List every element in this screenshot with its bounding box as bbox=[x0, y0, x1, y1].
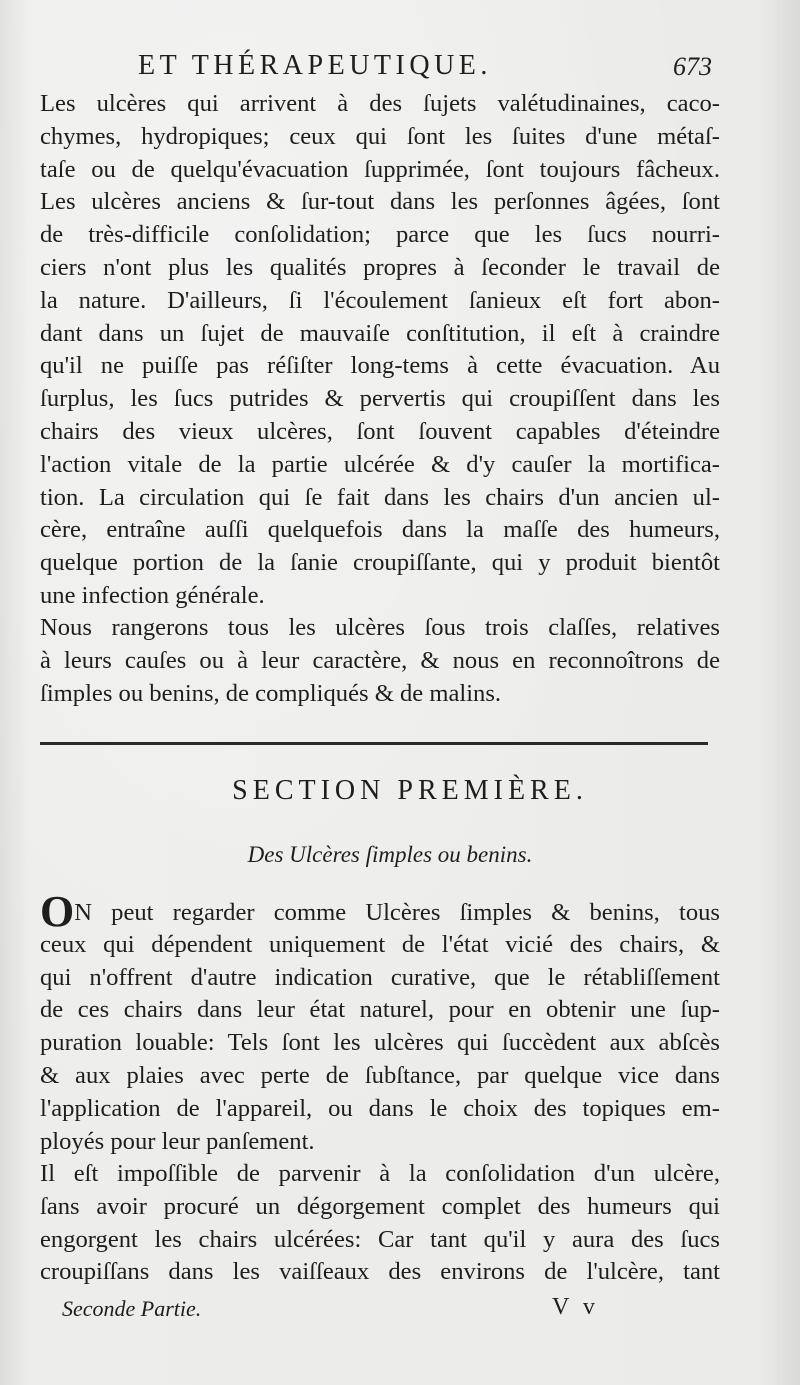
text-line: Les ulcères qui arrivent à des ſujets valétudinaines, caco- bbox=[40, 90, 720, 117]
text-line: & aux plaies avec perte de ſubſtance, par quelque vice dans bbox=[40, 1061, 720, 1089]
text-line: qui n'offrent d'autre indication curative, que le rétabliſſement bbox=[40, 963, 720, 991]
paragraph-classification bbox=[40, 612, 720, 710]
text-line: une infection générale. bbox=[40, 581, 265, 609]
text-line: de ces chairs dans leur état naturel, pour en obtenir une ſup- bbox=[40, 996, 720, 1024]
running-head bbox=[130, 50, 740, 84]
text-line: Les ulcères anciens & ſur-tout dans les perſonnes âgées, ſont bbox=[40, 188, 720, 216]
signature-left: Seconde Partie. bbox=[62, 1296, 202, 1321]
paragraph-consolidation bbox=[40, 1158, 720, 1289]
text-line: ſurplus, les ſucs putrides & pervertis qui croupiſſent dans les bbox=[40, 385, 720, 413]
page-number: 673 bbox=[673, 52, 712, 81]
text-line: de très-difficile conſolidation; parce que les ſucs nourri- bbox=[40, 221, 720, 249]
text-line: à leurs cauſes ou à leur caractère, & nous en reconnoîtrons de bbox=[40, 646, 720, 674]
paragraph-simple-ulcers bbox=[40, 896, 720, 1158]
text-line: ployés pour leur panſement. bbox=[40, 1127, 315, 1155]
text-line: ſimples ou benins, de compliqués & de malins. bbox=[40, 679, 502, 707]
section-divider bbox=[40, 742, 708, 745]
text-line-with-dropcap bbox=[40, 896, 720, 929]
text-line: tion. La circulation qui ſe fait dans les chairs d'un ancien ul- bbox=[40, 483, 720, 511]
text-line: ciers n'ont plus les qualités propres à ſeconder le travail de bbox=[40, 253, 720, 281]
text-line: l'application de l'appareil, ou dans le choix des topiques em- bbox=[40, 1094, 720, 1122]
section-subtitle: Des Ulcères ſimples ou benins. bbox=[247, 842, 533, 867]
text-line: Il eſt impoſſible de parvenir à la conſolidation d'un ulcère, bbox=[40, 1160, 720, 1187]
text-line: Nous rangerons tous les ulcères ſous trois claſſes, relatives bbox=[40, 614, 720, 641]
paragraph-prognosis bbox=[40, 88, 720, 613]
text-line: chairs des vieux ulcères, ſont ſouvent capables d'éteindre bbox=[40, 417, 720, 445]
text-line: qu'il ne puiſſe pas réſiſter long-tems à cette évacuation. Au bbox=[40, 352, 720, 380]
text-line: taſe ou de quelqu'évacuation ſupprimée, ſont toujours fâcheux. bbox=[40, 155, 720, 183]
signature-mark: V v bbox=[552, 1294, 599, 1320]
text-line: ceux qui dépendent uniquement de l'état vicié des chairs, & bbox=[40, 930, 720, 958]
drop-cap: O bbox=[40, 896, 75, 929]
section-title: SECTION PREMIÈRE. bbox=[232, 775, 588, 806]
text-line: engorgent les chairs ulcérées: Car tant qu'il y aura des ſucs bbox=[40, 1225, 720, 1253]
text-line: la nature. D'ailleurs, ſi l'écoulement ſanieux eſt fort abon- bbox=[40, 286, 720, 314]
text-line: croupiſſans dans les vaiſſeaux des environs de l'ulcère, tant bbox=[40, 1258, 720, 1286]
text-line: quelque portion de la ſanie croupiſſante, qui y produit bientôt bbox=[40, 549, 720, 577]
text-line: chymes, hydropiques; ceux qui ſont les ſuites d'une métaſ- bbox=[40, 122, 720, 150]
text-line: l'action vitale de la partie ulcérée & d'y cauſer la mortifica- bbox=[40, 450, 720, 478]
text-line: dant dans un ſujet de mauvaiſe conſtitution, il eſt à craindre bbox=[40, 319, 720, 347]
text-line: puration louable: Tels ſont les ulcères qui ſuccèdent aux abſcès bbox=[40, 1029, 720, 1057]
text-line-rest: N peut regarder comme Ulcères ſimples & benins, tous bbox=[74, 899, 720, 926]
text-line: cère, entraîne auſſi quelquefois dans la maſſe des humeurs, bbox=[40, 516, 720, 544]
text-line: ſans avoir procuré un dégorgement complet des humeurs qui bbox=[40, 1192, 720, 1220]
running-title: ET THÉRAPEUTIQUE. bbox=[138, 50, 492, 81]
